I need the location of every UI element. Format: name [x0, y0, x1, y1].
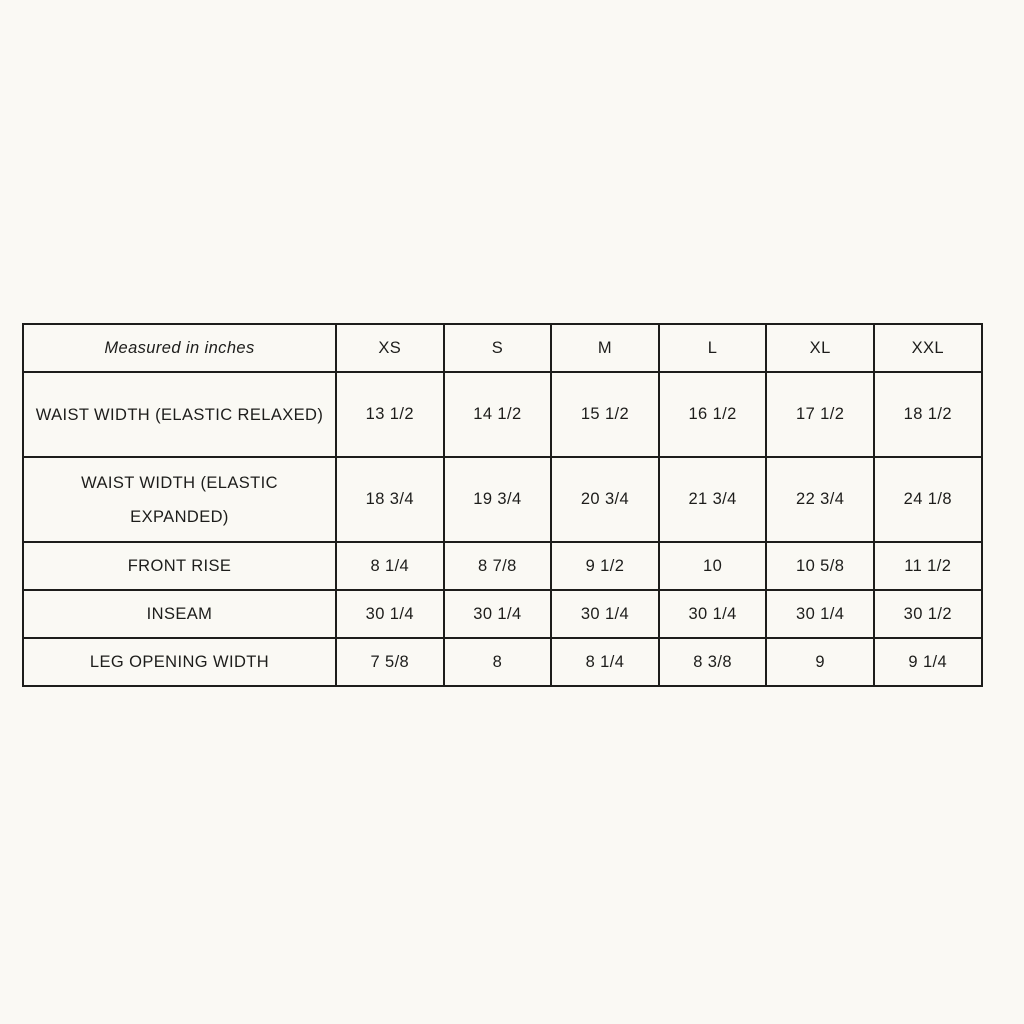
cell-front-rise-m: 9 1/2	[551, 542, 659, 590]
row-label-front-rise: FRONT RISE	[23, 542, 336, 590]
cell-leg-opening-m: 8 1/4	[551, 638, 659, 686]
table-header-row	[23, 324, 982, 372]
cell-inseam-xxl: 30 1/2	[874, 590, 982, 638]
cell-waist-expanded-xs: 18 3/4	[336, 457, 444, 542]
cell-leg-opening-xs: 7 5/8	[336, 638, 444, 686]
cell-waist-relaxed-m: 15 1/2	[551, 372, 659, 457]
cell-front-rise-xs: 8 1/4	[336, 542, 444, 590]
cell-leg-opening-s: 8	[444, 638, 552, 686]
cell-front-rise-xxl: 11 1/2	[874, 542, 982, 590]
table-row	[23, 590, 982, 638]
cell-waist-expanded-xl: 22 3/4	[766, 457, 874, 542]
size-header-xxl: XXL	[874, 324, 982, 372]
cell-leg-opening-xl: 9	[766, 638, 874, 686]
cell-inseam-m: 30 1/4	[551, 590, 659, 638]
cell-leg-opening-l: 8 3/8	[659, 638, 767, 686]
row-label-leg-opening: LEG OPENING WIDTH	[23, 638, 336, 686]
cell-inseam-s: 30 1/4	[444, 590, 552, 638]
row-label-waist-expanded: WAIST WIDTH (ELASTIC EXPANDED)	[23, 457, 336, 542]
table-row	[23, 638, 982, 686]
size-chart-table	[22, 323, 983, 687]
cell-front-rise-l: 10	[659, 542, 767, 590]
cell-waist-relaxed-xs: 13 1/2	[336, 372, 444, 457]
table-row	[23, 372, 982, 457]
table-row	[23, 542, 982, 590]
table-row	[23, 457, 982, 542]
cell-inseam-xl: 30 1/4	[766, 590, 874, 638]
row-label-waist-relaxed: WAIST WIDTH (ELASTIC RELAXED)	[23, 372, 336, 457]
cell-waist-expanded-m: 20 3/4	[551, 457, 659, 542]
cell-waist-relaxed-xl: 17 1/2	[766, 372, 874, 457]
size-header-s: S	[444, 324, 552, 372]
cell-front-rise-xl: 10 5/8	[766, 542, 874, 590]
cell-front-rise-s: 8 7/8	[444, 542, 552, 590]
cell-inseam-xs: 30 1/4	[336, 590, 444, 638]
row-label-inseam: INSEAM	[23, 590, 336, 638]
cell-waist-expanded-s: 19 3/4	[444, 457, 552, 542]
cell-waist-expanded-l: 21 3/4	[659, 457, 767, 542]
cell-waist-expanded-xxl: 24 1/8	[874, 457, 982, 542]
size-header-l: L	[659, 324, 767, 372]
measured-in-inches-label: Measured in inches	[23, 324, 336, 372]
size-header-m: M	[551, 324, 659, 372]
cell-inseam-l: 30 1/4	[659, 590, 767, 638]
cell-waist-relaxed-xxl: 18 1/2	[874, 372, 982, 457]
cell-waist-relaxed-l: 16 1/2	[659, 372, 767, 457]
cell-leg-opening-xxl: 9 1/4	[874, 638, 982, 686]
size-header-xl: XL	[766, 324, 874, 372]
size-header-xs: XS	[336, 324, 444, 372]
cell-waist-relaxed-s: 14 1/2	[444, 372, 552, 457]
